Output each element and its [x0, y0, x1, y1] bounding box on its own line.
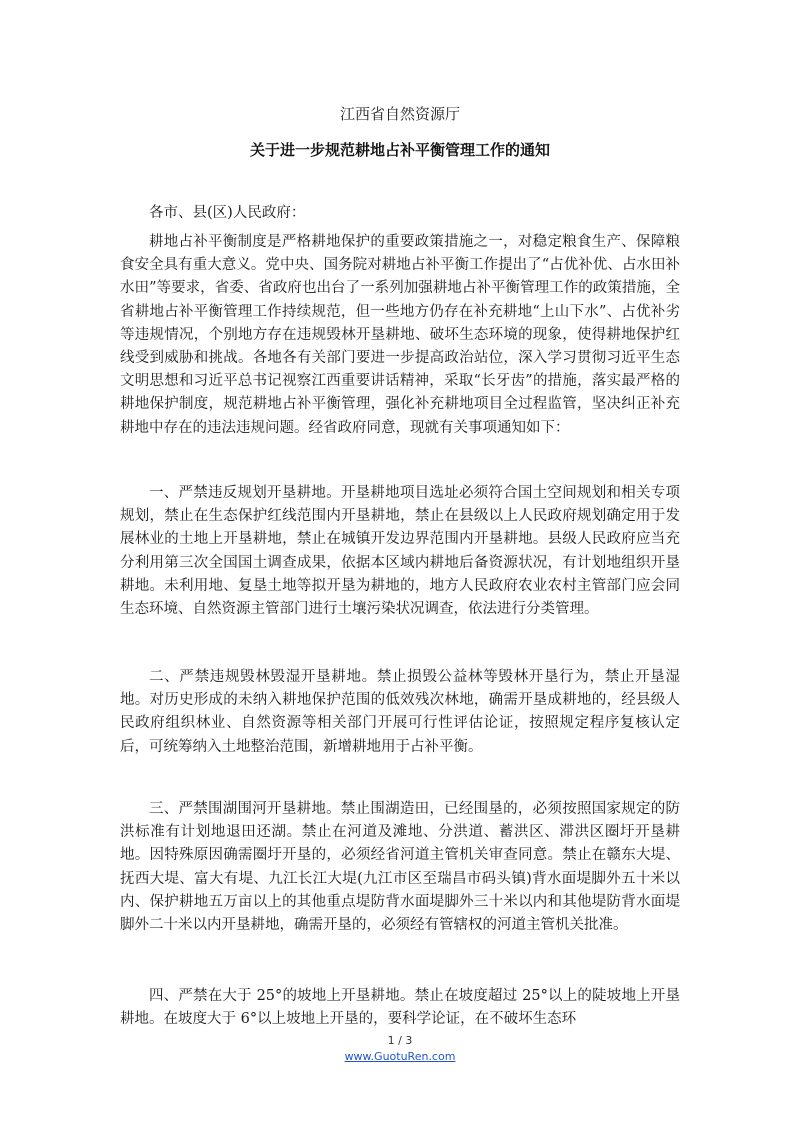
- page-indicator: 1 / 3: [387, 1034, 413, 1047]
- section-2-paragraph: 二、严禁违规毁林毁湿开垦耕地。禁止损毁公益林等毁林开垦行为，禁止开垦湿地。对历史形成的未纳入耕地保护范围的低效残次林地，确需开垦成耕地的，经县级人民政府组织林业、自然资源等相关部门开展可行性评估论证，按照规定程序复核认定后，可统筹纳入土地整治范围，新增耕地用于占补平衡。: [120, 669, 680, 755]
- section-4-paragraph: 四、严禁在大于 25°的坡地上开垦耕地。禁止在坡度超过 25°以上的陡坡地上开垦耕地。在坡度大于 6°以上坡地上开垦的，要科学论证，在不破坏生态环: [120, 988, 680, 1028]
- document-title: 关于进一步规范耕地占补平衡管理工作的通知: [249, 141, 550, 159]
- section-1-paragraph: 一、严禁违反规划开垦耕地。开垦耕地项目选址必须符合国土空间规划和相关专项规划，禁止在生态保护红线范围内开垦耕地，禁止在县级以上人民政府规划确定用于发展林业的土地上开垦耕地，禁止在城镇开发边界范围内开垦耕地。县级人民政府应当充分利用第三次全国国土调查成果，依据本区域内耕地后备资源状况，有计划地组织开垦耕地。未利用地、复垦土地等拟开垦为耕地的，地方人民政府农业农村主管部门应会同生态环境、自然资源主管部门进行土壤污染状况调查，依法进行分类管理。: [120, 485, 680, 618]
- issuer-name: 江西省自然资源厅: [339, 105, 460, 123]
- section-3-paragraph: 三、严禁围湖围河开垦耕地。禁止围湖造田，已经围垦的，必须按照国家规定的防洪标准有计划地退田还湖。禁止在河道及滩地、分洪道、蓄洪区、滞洪区圈圩开垦耕地。因特殊原因确需圈圩开垦的，必须经省河道主管机关审查同意。禁止在赣东大堤、抚西大堤、富大有堤、九江长江大堤(九江市区至瑞昌市码头镇)背水面堤脚外五十米以内、保护耕地五万亩以上的其他重点堤防背水面堤脚外三十米以内和其他堤防背水面堤脚外二十米以内开垦耕地，确需开垦的，必须经有管辖权的河道主管机关批准。: [120, 801, 680, 934]
- salutation: 各市、县(区)人民政府：: [149, 205, 306, 221]
- intro-paragraph: 耕地占补平衡制度是严格耕地保护的重要政策措施之一，对稳定粮食生产、保障粮食安全具有重大意义。党中央、国务院对耕地占补平衡工作提出了“占优补优、占水田补水田”等要求，省委、省政府也出台了一系列加强耕地占补平衡管理工作的政策措施，全省耕地占补平衡管理工作持续规范，但一些地方仍存在补充耕地“上山下水”、占优补劣等违规情况，个别地方存在违规毁林开垦耕地、破坏生态环境的现象，使得耕地保护红线受到威胁和挑战。各地各有关部门要进一步提高政治站位，深入学习贯彻习近平生态文明思想和习近平总书记视察江西重要讲话精神，采取“长牙齿”的措施，落实最严格的耕地保护制度，规范耕地占补平衡管理，强化补充耕地项目全过程监管，坚决纠正补充耕地中存在的违法违规问题。经省政府同意，现就有关事项通知如下：: [120, 234, 680, 436]
- site-link[interactable]: www.GuotuRen.com: [344, 1050, 456, 1063]
- footer-link-container: [0, 1050, 800, 1064]
